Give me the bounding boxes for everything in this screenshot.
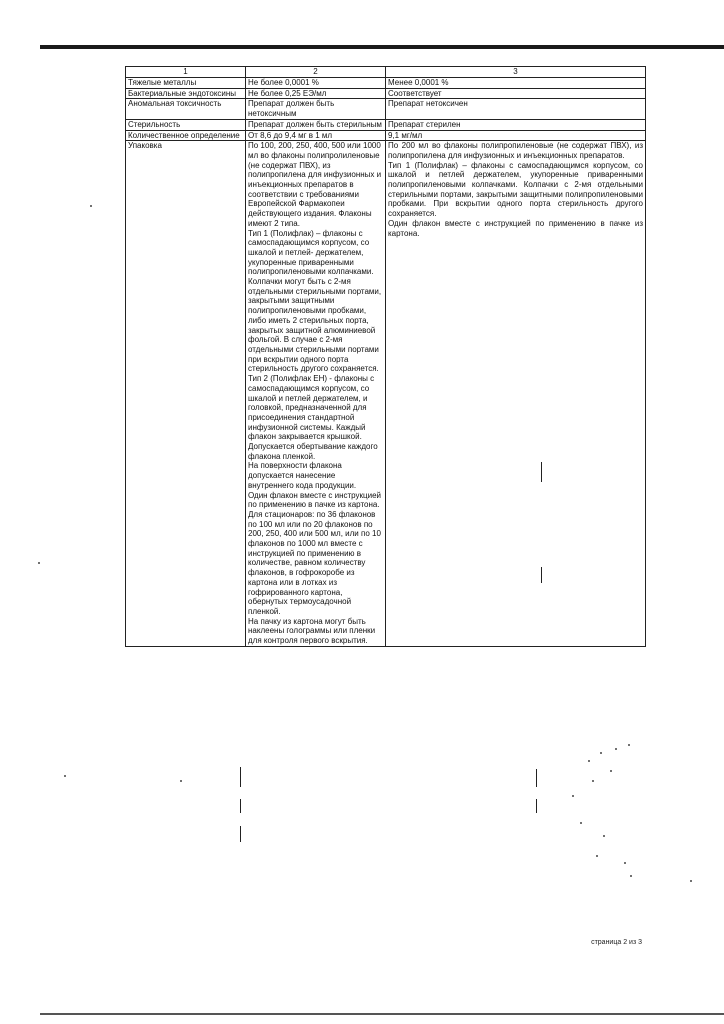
specification-table xyxy=(125,66,646,647)
table-header-row xyxy=(126,67,646,78)
scan-speck xyxy=(603,835,605,837)
scan-speck xyxy=(630,875,632,877)
column-header-3: 3 xyxy=(386,67,646,78)
result-cell: Соответствует xyxy=(386,88,646,99)
scan-speck xyxy=(610,770,612,772)
table-row xyxy=(126,88,646,99)
result-cell: По 200 мл во флаконы полипропиленовые (не содержат ПВХ), из полипропилена для инфузионных и инъекционных препаратов. Тип 1 (Полифлак) – флаконы с самоспадающимся корпусом, со шкалой и петлей держателем, укупоренные приваренными полипропиленовыми колпачками. Колпачки с 2-мя отдельными стерильными портами, закрытыми защитными полипропиленовыми пробками. При вскрытии одного порта стерильность другого сохраняется. Один флакон вместе с инструкцией по применению в пачке из картона. xyxy=(386,141,646,647)
scan-speck xyxy=(64,775,66,777)
scan-speck xyxy=(90,205,92,207)
parameter-name: Бактериальные эндотоксины xyxy=(126,88,246,99)
parameter-name: Тяжелые металлы xyxy=(126,78,246,89)
scan-mark xyxy=(240,826,241,842)
scan-speck xyxy=(572,795,574,797)
scan-speck xyxy=(596,855,598,857)
result-cell: Препарат нетоксичен xyxy=(386,99,646,119)
bottom-border-line xyxy=(40,1013,724,1015)
parameter-name: Упаковка xyxy=(126,141,246,647)
scan-speck xyxy=(592,780,594,782)
table-row xyxy=(126,119,646,130)
parameter-name: Аномальная токсичность xyxy=(126,99,246,119)
table-row xyxy=(126,78,646,89)
parameter-name: Количественное определение xyxy=(126,130,246,141)
requirement-cell: Не более 0,0001 % xyxy=(246,78,386,89)
scan-mark xyxy=(536,769,537,787)
top-border-line xyxy=(40,45,724,49)
table-row xyxy=(126,130,646,141)
table-row xyxy=(126,99,646,119)
scan-speck xyxy=(624,862,626,864)
column-header-2: 2 xyxy=(246,67,386,78)
column-header-1: 1 xyxy=(126,67,246,78)
scan-speck xyxy=(615,748,617,750)
scan-mark xyxy=(240,799,241,813)
scan-speck xyxy=(600,752,602,754)
scan-mark xyxy=(536,799,537,813)
requirement-cell: Не более 0,25 ЕЭ/мл xyxy=(246,88,386,99)
scan-speck xyxy=(580,822,582,824)
result-cell: Препарат стерилен xyxy=(386,119,646,130)
scan-speck xyxy=(38,562,40,564)
scan-speck xyxy=(690,880,692,882)
scan-speck xyxy=(180,780,182,782)
page-number: страница 2 из 3 xyxy=(591,939,642,946)
result-cell: 9,1 мг/мл xyxy=(386,130,646,141)
table-row xyxy=(126,141,646,647)
scan-speck xyxy=(628,744,630,746)
scan-mark xyxy=(541,462,542,482)
scan-speck xyxy=(588,760,590,762)
scan-mark xyxy=(541,567,542,583)
requirement-cell: По 100, 200, 250, 400, 500 или 1000 мл во флаконы полипролиленовые (не содержат ПВХ), из полипропилена для инфузионных и инъекционных препаратов в соответствии с требованиями Европейской Фармакопеи действующего издания. Флаконы имеют 2 типа. Тип 1 (Полифлак) – флаконы с самоспадающимся корпусом, со шкалой и петлей- держателем, укупоренные приваренными полипропиленовыми колпачками. Колпачки могут быть с 2-мя отдельными стерильными портами, закрытыми защитными полипропиленовыми пробками, либо иметь 2 стерильных порта, закрытых защитной алюминиевой фольгой. В случае с 2-мя отдельными стерильными портами при вскрытии одного порта стерильность другого сохраняется. Тип 2 (Полифлак ЕН) - флаконы с самоспадающимся корпусом, со шкалой и петлей держателем, и головкой, предназначенной для присоединения стандартной инфузионной системы. Каждый флакон закрывается крышкой. Допускается обертывание каждого флакона пленкой. На поверхности флакона допускается нанесение внутреннего кода продукции. Один флакон вместе с инструкцией по применению в пачке из картона. Для стационаров: по 36 флаконов по 100 мл или по 20 флаконов по 200, 250, 400 или 500 мл, или по 10 флаконов по 1000 мл вместе с инструкцией по применению в количестве, равном количеству флаконов, в гофрокоробе из картона или в лотках из гофрированного картона, обернутых термоусадочной пленкой. На пачку из картона могут быть наклеены голограммы или пленки для контроля первого вскрытия. xyxy=(246,141,386,647)
scan-mark xyxy=(240,767,241,787)
parameter-name: Стерильность xyxy=(126,119,246,130)
result-cell: Менее 0,0001 % xyxy=(386,78,646,89)
requirement-cell: Препарат должен быть нетоксичным xyxy=(246,99,386,119)
requirement-cell: Препарат должен быть стерильным xyxy=(246,119,386,130)
requirement-cell: От 8,6 до 9,4 мг в 1 мл xyxy=(246,130,386,141)
